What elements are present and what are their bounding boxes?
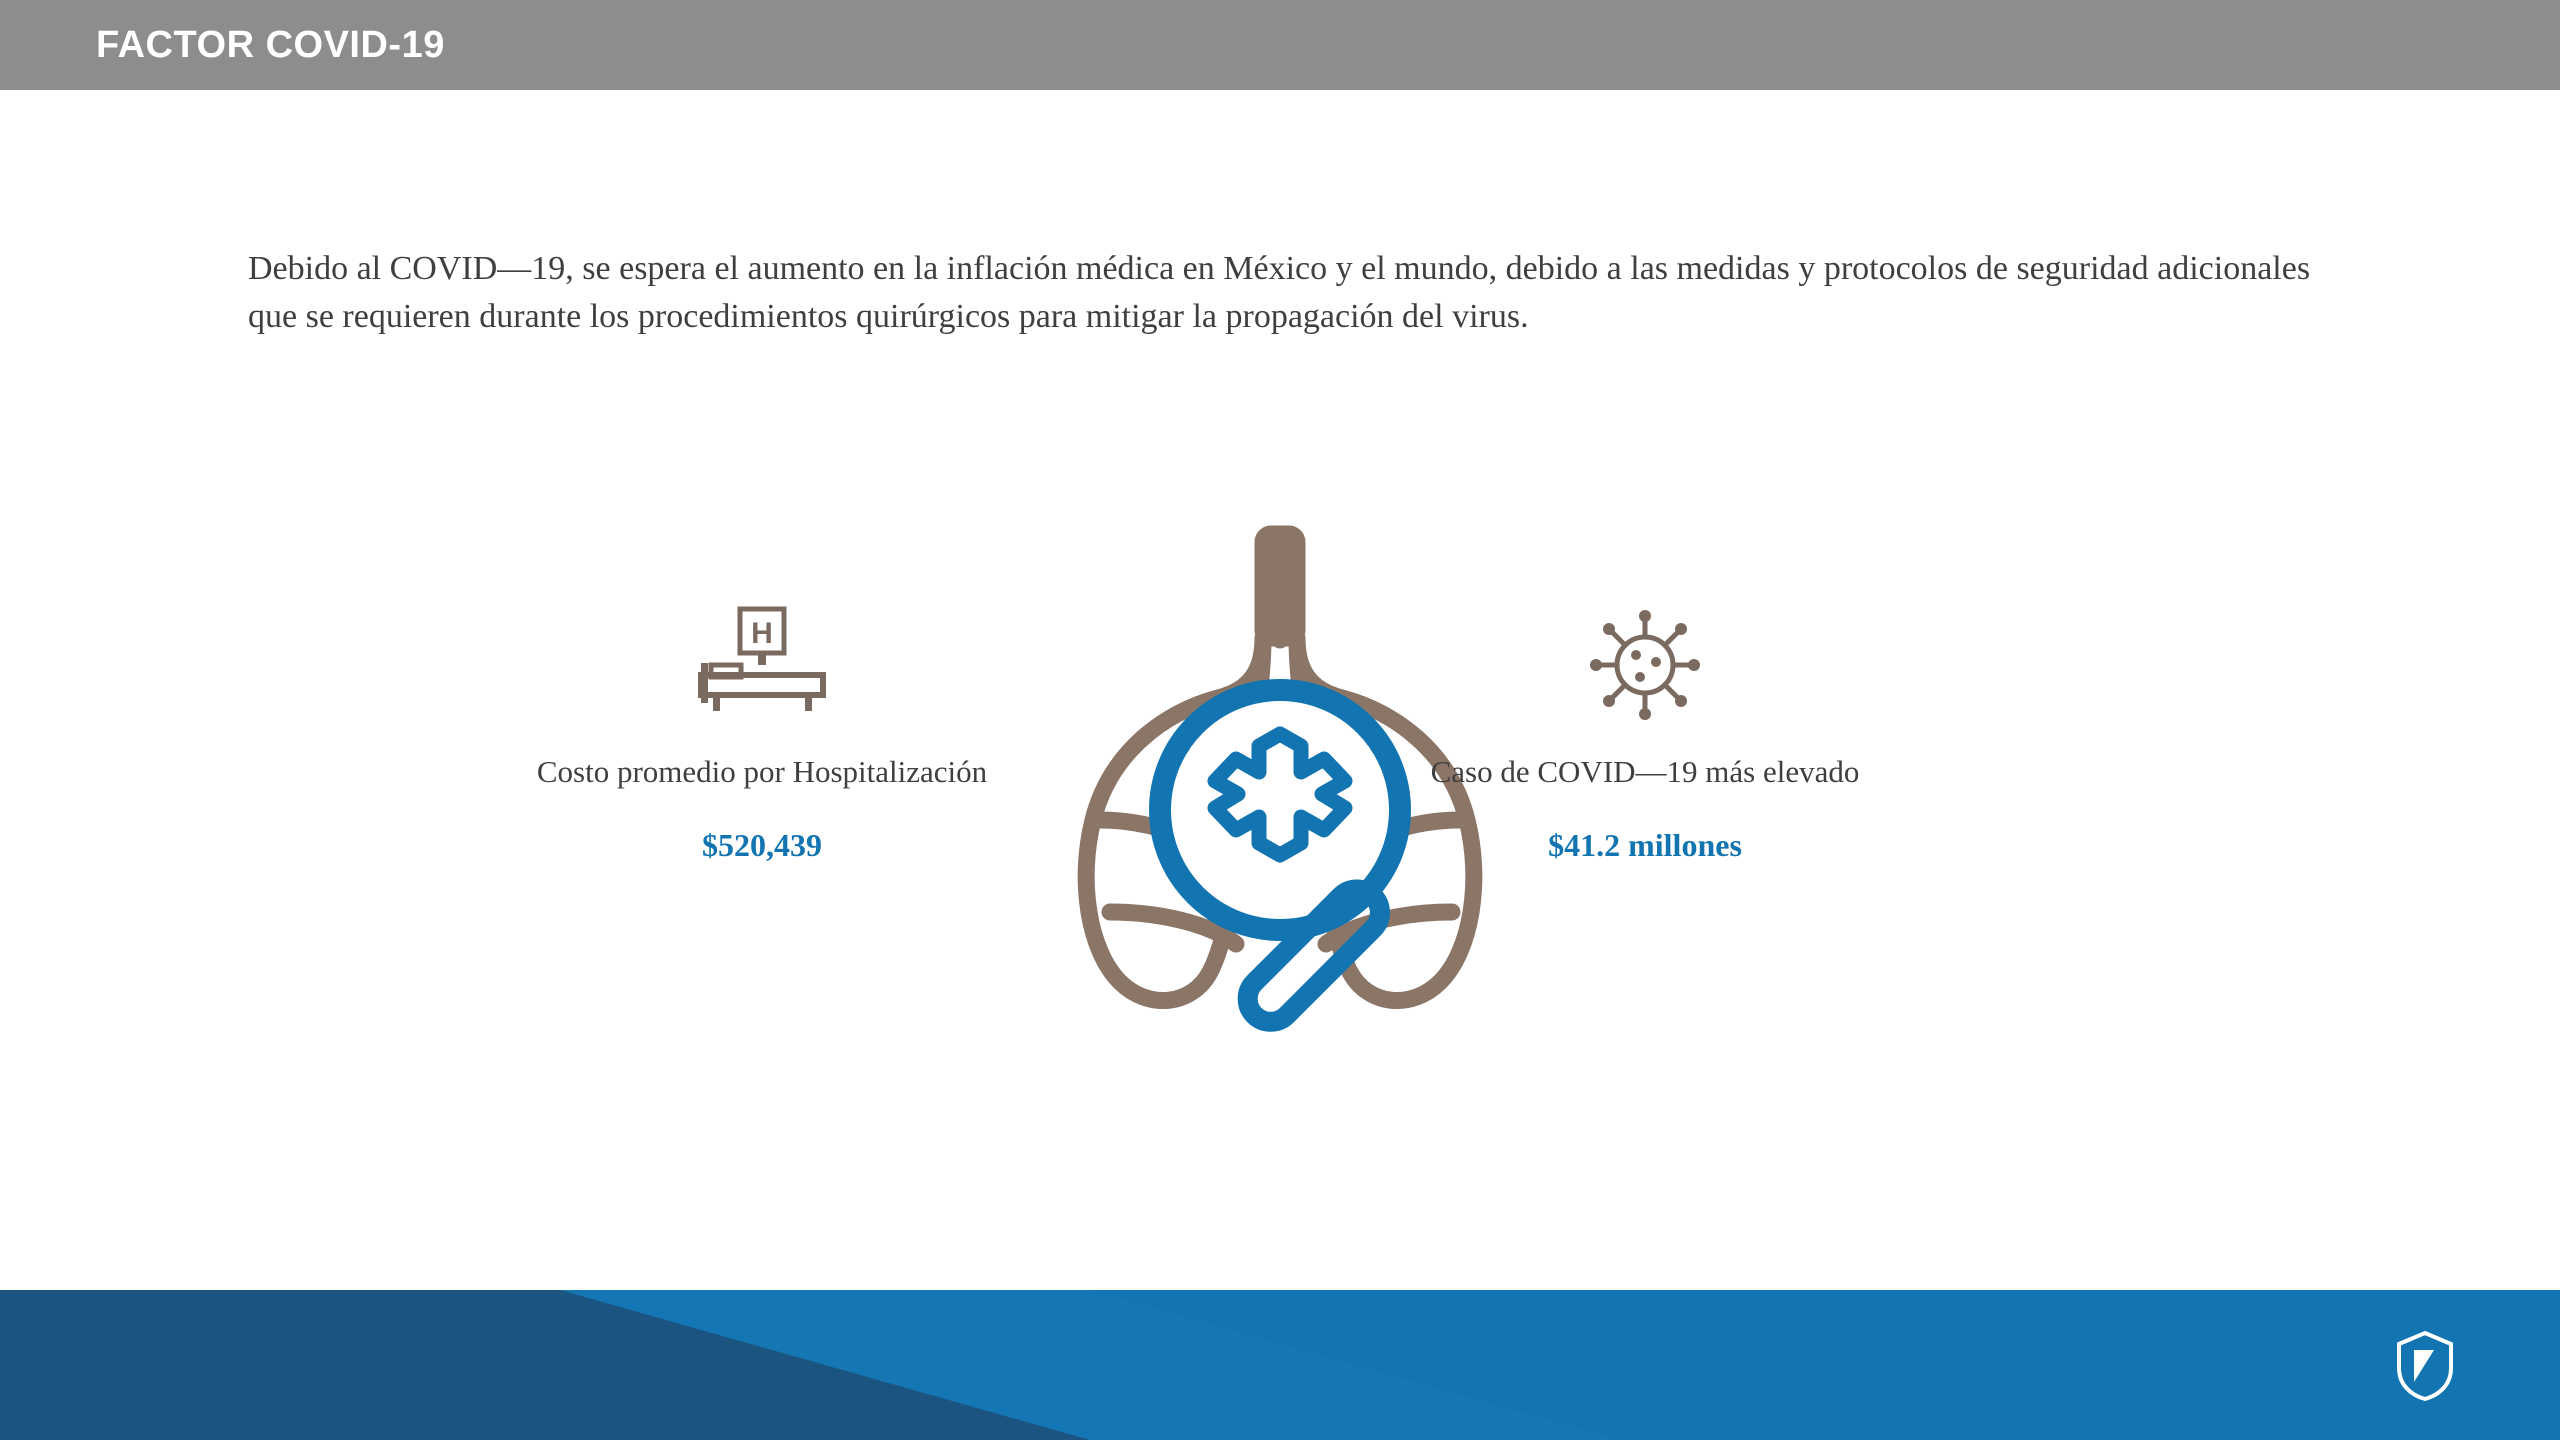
shield-logo	[2394, 1330, 2456, 1402]
virus-icon	[1410, 600, 1880, 730]
infographic	[0, 520, 2560, 1120]
stat-block-covid-case	[1410, 600, 1880, 864]
intro-paragraph: Debido al COVID—19, se espera el aumento en la inflación médica en México y el mundo, debido a las medidas y protocolos de seguridad adicionales que se requieren durante los procedimientos quirúrgicos para mitigar la propagación del virus.	[248, 250, 2311, 336]
hospital-bed-icon	[527, 600, 997, 730]
page-title: FACTOR COVID-19	[96, 23, 445, 66]
stat-block-hospitalization	[527, 600, 997, 864]
stat-label: Caso de COVID—19 más elevado	[1430, 754, 1860, 789]
footer-band	[0, 1290, 2560, 1440]
header-bar	[0, 0, 2560, 90]
svg-text:H: H	[751, 617, 773, 650]
stat-value: $41.2 millones	[1548, 826, 1742, 863]
stat-label: Costo promedio por Hospitalización	[536, 754, 988, 789]
stat-value: $520,439	[702, 826, 822, 863]
